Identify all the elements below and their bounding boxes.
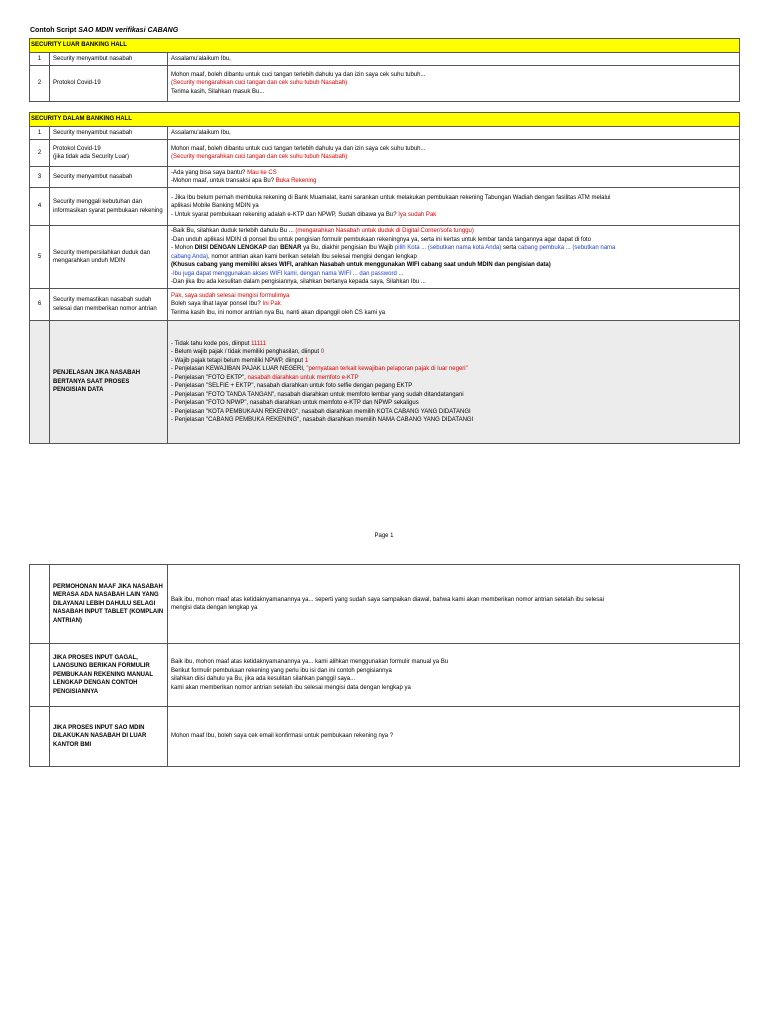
script-fragment: DIISI DENGAN LENGKAP xyxy=(194,245,267,252)
row-label-text: Security menyambut nasabah xyxy=(53,55,133,62)
complaint-label: JIKA PROSES INPUT GAGAL, LANGSUNG BERIKAN FORMULIR PEMBUKAAN REKENING MANUAL LENGKAP DENGAN CONTOH PENGISIANNYA xyxy=(50,644,168,707)
script-fragment: Ini Pak xyxy=(262,301,281,308)
spacer-cell xyxy=(30,102,740,113)
complaint-label: JIKA PROSES INPUT SAO MDIN DILAKUKAN NASABAH DI LUAR KANTOR BMI xyxy=(50,707,168,767)
row-label xyxy=(50,167,168,188)
row-label-text: Security menyambut nasabah xyxy=(53,129,133,136)
script-fragment: BENAR xyxy=(280,245,302,252)
row-number: 2 xyxy=(30,140,50,167)
script-line xyxy=(171,374,736,383)
script-fragment: - Mohon xyxy=(171,245,195,252)
script-line xyxy=(171,253,736,262)
script-table xyxy=(29,38,740,444)
script-fragment: -Ada yang bisa saya bantu? xyxy=(171,169,248,176)
row-label-text: Protokol Covid-19 xyxy=(53,80,101,87)
script-fragment: - Belum wajib pajak / tidak memiliki penghasilan, diinput xyxy=(171,349,321,355)
script-row xyxy=(30,226,740,289)
script-line: -Dan jika Ibu ada kesulitan dalam pengisiannya, silahkan bertanya kepada saya, Silahkan Ibu ... xyxy=(171,279,426,286)
row-script xyxy=(168,188,740,226)
script-line: kami akan memberikan nomor antrian setelah ibu selesai mengisi data dengan lengkap ya xyxy=(171,684,411,691)
script-fragment: Mau ke CS xyxy=(247,169,277,176)
script-fragment: dan xyxy=(266,245,281,252)
script-line xyxy=(171,227,736,236)
script-line: (Security mengarahkan cuci tangan dan cek suhu tubuh Nasabah) xyxy=(171,80,348,87)
script-fragment: serta xyxy=(501,245,518,252)
row-label-text: Security mempersilahkan duduk dan mengarahkan unduh MDIN xyxy=(53,249,151,264)
script-fragment: pilih Kota ... (sebutkan nama kota Anda) xyxy=(394,245,502,252)
script-line: Pak, saya sudah selesai mengisi formulirnya xyxy=(171,292,290,299)
script-line: Mohon maaf, boleh dibantu untuk cuci tangan terlebih dahulu ya dan izin saya cek suhu tubuh... xyxy=(171,145,426,152)
script-line: (Security mengarahkan cuci tangan dan cek suhu tubuh Nasabah) xyxy=(171,154,348,160)
script-row xyxy=(30,289,740,321)
complaint-row xyxy=(30,707,740,767)
script-line: - Penjelasan "SELFIE + EKTP", nasabah diarahkan untuk foto selfie dengan pegang EKTP xyxy=(171,383,413,389)
section2-header xyxy=(30,113,740,127)
script-line: Baik ibu, mohon maaf atas ketidaknyamanannya ya... kami alihkan menggunakan formulir manual ya Bu xyxy=(171,659,449,665)
script-line: silahkan diisi dahulu ya Bu, jika ada kesulitan silahkan panggil saya... xyxy=(171,676,356,682)
section-spacer xyxy=(30,102,740,113)
script-line xyxy=(171,244,736,253)
script-line: - Penjelasan "FOTO NPWP", nasabah diarahkan untuk memfoto e-KTP dan NPWP sekaligus xyxy=(171,400,419,406)
script-fragment: - Penjelasan "FOTO EKTP", xyxy=(171,374,248,381)
script-line xyxy=(171,357,736,366)
script-line: aplikasi Mobile Banking MDIN ya xyxy=(171,203,259,210)
script-row xyxy=(30,66,740,102)
explain-label: PENJELASAN JIKA NASABAH BERTANYA SAAT PROSES PENGISIAN DATA xyxy=(50,321,168,444)
script-line: - Penjelasan "FOTO TANDA TANGAN", nasabah diarahkan untuk memfoto lembar yang sudah ditandatangani xyxy=(171,391,464,398)
complaint-table xyxy=(29,564,740,767)
complaint-row xyxy=(30,644,740,707)
script-line: Mohon maaf Ibu, boleh saya cek email konfirmasi untuk pembukaan rekening nya ? xyxy=(171,733,394,740)
row-label xyxy=(50,53,168,66)
script-row xyxy=(30,127,740,140)
script-line xyxy=(171,340,736,349)
row-script xyxy=(168,66,740,102)
script-fragment: (mengarahkan Nasabah untuk duduk di Digital Corner/sofa tunggu) xyxy=(295,228,474,235)
row-number xyxy=(30,321,50,444)
row-number: 1 xyxy=(30,53,50,66)
script-fragment: cabang Anda) xyxy=(171,253,209,260)
script-line: - Penjelasan "CABANG PEMBUKA REKENING", nasabah diarahkan memilih NAMA CABANG YANG DIDATANGI xyxy=(171,417,474,423)
row-number: 3 xyxy=(30,167,50,188)
row-number: 5 xyxy=(30,226,50,289)
script-line: Terima kasih, Silahkan masuk Bu... xyxy=(171,88,265,95)
script-fragment: ya Bu, diakhir pengisian Ibu Wajib xyxy=(301,245,395,252)
script-line xyxy=(171,169,736,178)
script-fragment: 11111 xyxy=(251,340,266,347)
row-number: 4 xyxy=(30,188,50,226)
complaint-script xyxy=(168,565,740,644)
script-fragment: "pernyataan terkait kewajiban pelaporan pajak di luar negeri" xyxy=(306,366,468,372)
row-label xyxy=(50,188,168,226)
row-script xyxy=(168,167,740,188)
row-label xyxy=(50,127,168,140)
row-label-text: Security memastikan nasabah sudah selesai dan memberikan nomor antrian xyxy=(53,297,157,312)
script-fragment: Boleh saya lihat layar ponsel Ibu? xyxy=(171,301,263,308)
script-line: - Penjelasan "KOTA PEMBUKAAN REKENING", nasabah diarahkan memilih KOTA CABANG YANG DIDATANGI xyxy=(171,408,471,415)
script-fragment: nasabah diarahkan untuk memfoto e-KTP xyxy=(247,374,359,381)
row-number xyxy=(30,644,50,707)
script-line: Assalamu'alaikum Ibu, xyxy=(171,55,231,62)
row-number: 2 xyxy=(30,66,50,102)
script-fragment: -Baik Bu, silahkan duduk terlebih dahulu Bu ... xyxy=(171,228,296,235)
row-script xyxy=(168,226,740,289)
script-line: -Ibu juga dapat menggunakan akses WIFI kami, dengan nama WIFI ... dan password ... xyxy=(171,270,404,277)
explain-row xyxy=(30,321,740,444)
script-line xyxy=(171,348,736,357)
script-line: Terima kasih Ibu, ini nomor antrian nya Bu, nanti akan dipanggil oleh CS kami ya xyxy=(171,309,386,316)
complaint-script xyxy=(168,707,740,767)
row-label-text: Security menyambut nasabah xyxy=(53,173,133,180)
script-line: -Dan unduh aplikasi MDIN di ponsel Ibu untuk pengisian formulir pembukaan rekeningnya ya, serta ini kertas untuk lembar tanda tangannya agar dapat di foto xyxy=(171,236,591,243)
page-number: Page 1 xyxy=(374,533,394,539)
script-line: - Jika Ibu belum pernah membuka rekening di Bank Muamalat, kami sarankan untuk melakukan pembukaan rekening Tabungan Wadiah dengan fasilitas ATM melalui xyxy=(171,194,611,201)
section1-header xyxy=(30,39,740,53)
row-label-text: Security menggali kebutuhan dan informasikan syarat pembukaan rekening xyxy=(53,199,163,214)
sheet-title: Contoh Script SAO MDIN verifikasi CABANG xyxy=(30,27,179,34)
script-line: Mohon maaf, boleh dibantu untuk cuci tangan terlebih dahulu ya dan izin saya cek suhu tubuh... xyxy=(171,71,426,78)
row-label-text: Protokol Covid-19 xyxy=(53,145,101,152)
row-label-text: (jika tidak ada Security Luar) xyxy=(53,154,130,160)
complaint-row xyxy=(30,565,740,644)
script-fragment: Buka Rekening xyxy=(275,178,317,184)
script-fragment: Iya sudah Pak xyxy=(398,211,437,218)
script-fragment: , nomor antrian akan kami berikan setelah Ibu selesai mengisi dengan lengkap xyxy=(208,253,417,260)
script-line: (Khusus cabang yang memiliki akses WIFI, arahkan Nasabah untuk menggunakan WIFI cabang saat unduh MDIN dan pengisian data) xyxy=(171,262,551,269)
script-fragment: cabang pembuka ... (sebutkan nama xyxy=(518,245,616,252)
complaint-label: PERMOHONAN MAAF JIKA NASABAH MERASA ADA NASABAH LAIN YANG DILAYANAI LEBIH DAHULU SELAGI NASABAH INPUT TABLET (KOMPLAIN ANTRIAN) xyxy=(50,565,168,644)
script-fragment: - Wajib pajak tetapi belum memiliki NPWP, diinput xyxy=(171,357,305,364)
section-header: SECURITY LUAR BANKING HALL xyxy=(30,39,740,53)
script-row xyxy=(30,188,740,226)
row-label xyxy=(50,140,168,167)
script-fragment: - Untuk syarat pembukaan rekening adalah e-KTP dan NPWP, Sudah dibawa ya Bu? xyxy=(171,211,399,218)
row-number: 1 xyxy=(30,127,50,140)
script-row xyxy=(30,140,740,167)
explain-script xyxy=(168,321,740,444)
script-fragment: 1 xyxy=(304,357,309,364)
row-script xyxy=(168,53,740,66)
row-label xyxy=(50,226,168,289)
script-line xyxy=(171,177,736,186)
row-script xyxy=(168,289,740,321)
row-script xyxy=(168,140,740,167)
row-number: 6 xyxy=(30,289,50,321)
complaint-script xyxy=(168,644,740,707)
script-line xyxy=(171,365,736,374)
script-fragment: -Mohon maaf, untuk transaksi apa Bu? xyxy=(171,178,276,184)
script-line xyxy=(171,211,736,220)
row-number xyxy=(30,565,50,644)
script-fragment: 0 xyxy=(320,349,325,355)
script-line: Assalamu'alaikum Ibu, xyxy=(171,129,231,136)
script-line xyxy=(171,300,736,309)
script-line: mengisi data dengan lengkap ya xyxy=(171,605,258,611)
script-row xyxy=(30,53,740,66)
row-number xyxy=(30,707,50,767)
script-row xyxy=(30,167,740,188)
script-line: Berikut formulir pembukaan rekening yang perlu ibu isi dan ini contoh pengisiannya xyxy=(171,667,392,674)
script-fragment: - Tidak tahu kode pos, diinput xyxy=(171,340,252,347)
script-line: Baik ibu, mohon maaf atas ketidaknyamanannya ya... seperti yang sudah saya sampaikan diawal, bahwa kami akan memberikan nomor antrian setelah ibu selesai xyxy=(171,596,604,603)
row-label xyxy=(50,66,168,102)
script-fragment: - Penjelasan KEWAJIBAN PAJAK LUAR NEGERI, xyxy=(171,366,307,372)
row-label xyxy=(50,289,168,321)
row-script xyxy=(168,127,740,140)
section-header: SECURITY DALAM BANKING HALL xyxy=(30,113,740,127)
